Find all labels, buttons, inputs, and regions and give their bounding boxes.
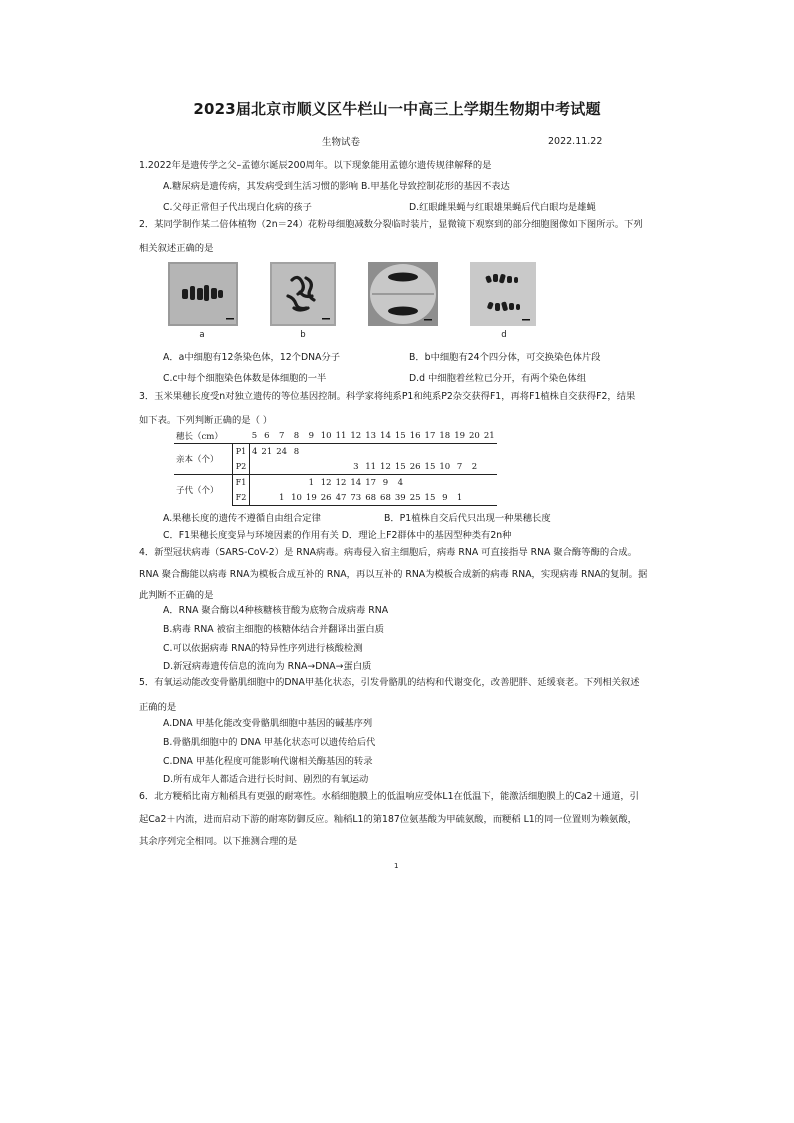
table-header-cell: 16 [408, 428, 423, 444]
table-cell [482, 490, 497, 506]
q4-option-b: B.病毒 RNA 被宿主细胞的核糖体结合并翻译出蛋白质 [163, 624, 384, 635]
q6-stem-line2: 起Ca2＋内流，进而启动下游的耐寒防御反应。籼稻L1的第187位氨基酸为甲硫氨酸，而粳稻 L1的同一位置则为赖氨酸， [139, 814, 637, 825]
table-cell [467, 475, 482, 491]
parent-group-label: 亲本（个） [176, 455, 219, 465]
q4-option-c: C.可以依据病毒 RNA的特异性序列进行核酸检测 [163, 643, 363, 654]
q2-option-a: A．a中细胞有12条染色体，12个DNA分子 [163, 352, 341, 363]
table-cell: 3 [353, 461, 359, 472]
table-cell: 26 [409, 461, 421, 472]
generation-label: F1 [233, 475, 250, 491]
q5-option-d: D.所有成年人都适合进行长时间、剧烈的有氧运动 [163, 774, 369, 785]
q3-option-b: B．P1植株自交后代只出现一种果穗长度 [384, 513, 551, 524]
table-cell [437, 444, 452, 460]
table-header-cell: 7 [274, 428, 289, 444]
q4-stem-line1: 4．新型冠状病毒（SARS-CoV-2）是 RNA病毒。病毒侵入宿主细胞后，病毒 RNA 可直接指导 RNA 聚合酶等酶的合成。 [139, 547, 638, 558]
page-title: 2023届北京市顺义区牛栏山一中高三上学期生物期中考试题 [193, 100, 601, 118]
table-cell [289, 459, 304, 475]
table-header-cell: 11 [334, 428, 349, 444]
table-cell: 11 [365, 461, 377, 472]
table-header-cell: 5 [250, 428, 260, 444]
table-cell: 2 [471, 461, 478, 472]
q3-stem-line1: 3．玉米果穗长度受n对独立遗传的等位基因控制。科学家将纯系P1和纯系P2杂交获得F1，再将F1植株自交获得F2，结果 [139, 391, 636, 402]
table-cell: 47 [334, 490, 349, 506]
table-cell [334, 459, 349, 475]
micrograph-figures [168, 262, 548, 342]
table-cell [408, 475, 423, 491]
micrograph-a [168, 262, 238, 326]
generation-label: P2 [233, 459, 250, 475]
table-cell [259, 475, 274, 491]
q5-option-b: B.骨骼肌细胞中的 DNA 甲基化状态可以遗传给后代 [163, 737, 376, 748]
table-cell: 7 [456, 461, 463, 472]
table-cell [423, 444, 438, 460]
table-cell [259, 490, 274, 506]
table-cell [408, 444, 423, 460]
table-cell: 26 [319, 490, 334, 506]
q3-stem-line2: 如下表。下列判断正确的是（ ） [139, 415, 273, 426]
q5-stem-line1: 5．有氧运动能改变骨骼肌细胞中的DNA甲基化状态，引发骨骼肌的结构和代谢变化，改善肥胖、延缓衰老。下列相关叙述 [139, 677, 640, 688]
q6-stem-line1: 6．北方粳稻比南方籼稻具有更强的耐寒性。水稻细胞膜上的低温响应受体L1在低温下，能激活细胞膜上的Ca2＋通道，引 [139, 791, 639, 802]
q4-stem-line3: 此判断不正确的是 [139, 590, 214, 601]
table-cell [482, 459, 497, 475]
table-row [174, 444, 497, 460]
table-cell [319, 444, 334, 460]
q5-option-c: C.DNA 甲基化程度可能影响代谢相关酶基因的转录 [163, 756, 373, 767]
table-cell [452, 475, 467, 491]
table-cell [250, 475, 260, 491]
table-cell [363, 444, 378, 460]
table-cell: 15 [394, 461, 406, 472]
generation-label: F2 [233, 490, 250, 506]
table-cell: 9 [437, 490, 452, 506]
fig-label-b: b [300, 330, 306, 340]
table-cell: 1 [304, 475, 319, 491]
table-cell: 68 [378, 490, 393, 506]
table-cell [304, 459, 319, 475]
q4-option-a: A．RNA 聚合酶以4种核糖核苷酸为底物合成病毒 RNA [163, 605, 389, 616]
table-cell [250, 459, 260, 475]
table-cell [289, 475, 304, 491]
q2-option-c: C.c中每个细胞染色体数是体细胞的一半 [163, 373, 327, 384]
table-header-cell: 19 [452, 428, 467, 444]
offspring-group-label: 子代（个） [174, 475, 233, 506]
table-cell [274, 459, 289, 475]
table-header-cell: 13 [363, 428, 378, 444]
table-cell: 68 [363, 490, 378, 506]
subtitle: 生物试卷 [322, 137, 361, 148]
q3-options-cd: C．F1果穗长度变异与环境因素的作用有关 D．理论上F2群体中的基因型种类有2n种 [163, 530, 512, 541]
table-header-cell: 17 [423, 428, 438, 444]
table-header-cell: 12 [348, 428, 363, 444]
table-cell [482, 444, 497, 460]
table-cell: 1 [274, 490, 289, 506]
q4-stem-line2: RNA 聚合酶能以病毒 RNA为模板合成互补的 RNA，再以互补的 RNA为模板合成新的病毒 RNA，实现病毒 RNA的复制。据 [139, 569, 648, 580]
table-cell [467, 444, 482, 460]
q2-stem-line2: 相关叙述正确的是 [139, 243, 214, 254]
table-header-cell: 6 [259, 428, 274, 444]
micrograph-d [470, 262, 536, 326]
table-cell: 12 [319, 475, 334, 491]
q6-stem-line3: 其余序列完全相同。以下推测合理的是 [139, 836, 298, 847]
table-cell: 19 [304, 490, 319, 506]
table-cell: 17 [363, 475, 378, 491]
table-cell [334, 444, 349, 460]
table-cell: 12 [334, 475, 349, 491]
table-header-cell: 10 [319, 428, 334, 444]
table-cell [319, 459, 334, 475]
table-header-cell: 14 [378, 428, 393, 444]
table-cell: 8 [293, 446, 300, 457]
table-cell: 4 [252, 446, 258, 457]
q1-options-ab: A.糖尿病是遗传病，其发病受到生活习惯的影响 B.甲基化导致控制花形的基因不表达 [163, 181, 510, 192]
q3-option-a: A.果穗长度的遗传不遵循自由组合定律 [163, 513, 321, 524]
table-header-cell: 15 [393, 428, 408, 444]
table-cell [393, 444, 408, 460]
table-cell: 21 [261, 446, 273, 457]
table-header-label: 穗长（cm） [174, 428, 250, 444]
fig-label-d: d [501, 330, 507, 340]
table-cell: 14 [348, 475, 363, 491]
table-cell: 10 [289, 490, 304, 506]
table-cell: 39 [393, 490, 408, 506]
table-header-cell: 9 [304, 428, 319, 444]
q1-stem: 1.2022年是遗传学之父–孟德尔诞辰200周年。以下现象能用孟德尔遗传规律解释的是 [139, 160, 492, 171]
fig-label-a: a [199, 330, 205, 340]
table-cell: 12 [380, 461, 391, 472]
table-cell: 1 [452, 490, 467, 506]
table-cell [467, 490, 482, 506]
table-cell: 15 [423, 490, 438, 506]
q5-stem-line2: 正确的是 [139, 702, 177, 713]
q1-option-c: C.父母正常但子代出现白化病的孩子 [163, 202, 312, 213]
micrograph-b [270, 262, 336, 326]
table-cell: 9 [378, 475, 393, 491]
table-cell [437, 475, 452, 491]
table-header-row [174, 428, 497, 444]
table-cell: 73 [348, 490, 363, 506]
q5-option-a: A.DNA 甲基化能改变骨骼肌细胞中基因的碱基序列 [163, 718, 373, 729]
generation-label: P1 [233, 444, 250, 460]
q2-stem-line1: 2．某同学制作某二倍体植物（2n＝24）花粉母细胞减数分裂临时装片，显微镜下观察到的部分细胞图像如下图所示。下列 [139, 219, 643, 230]
exam-date: 2022.11.22 [548, 136, 603, 147]
q2-option-b: B．b中细胞有24个四分体，可交换染色体片段 [409, 352, 601, 363]
table-header-cell: 20 [467, 428, 482, 444]
table-cell [304, 444, 319, 460]
q1-option-d: D.红眼雌果蝇与红眼雄果蝇后代白眼均是雄蝇 [409, 202, 596, 213]
table-header-cell: 8 [289, 428, 304, 444]
table-cell: 25 [408, 490, 423, 506]
table-cell [274, 475, 289, 491]
table-cell [348, 444, 363, 460]
table-cell: 10 [439, 461, 451, 472]
table-cell [482, 475, 497, 491]
table-cell [250, 490, 260, 506]
table-cell: 15 [424, 461, 436, 472]
micrograph-c [368, 262, 438, 326]
q4-option-d: D.新冠病毒遗传信息的流向为 RNA→DNA→蛋白质 [163, 661, 372, 672]
table-cell [452, 444, 467, 460]
table-cell [423, 475, 438, 491]
table-cell: 24 [276, 446, 288, 457]
page-number: 1 [394, 862, 399, 870]
table-cell [378, 444, 393, 460]
table-cell: 4 [393, 475, 408, 491]
q2-option-d: D.d 中细胞着丝粒已分开，有两个染色体组 [409, 373, 587, 384]
spike-length-table [174, 428, 497, 506]
table-row [174, 475, 497, 491]
table-header-cell: 21 [482, 428, 497, 444]
table-cell [259, 459, 274, 475]
table-header-cell: 18 [437, 428, 452, 444]
